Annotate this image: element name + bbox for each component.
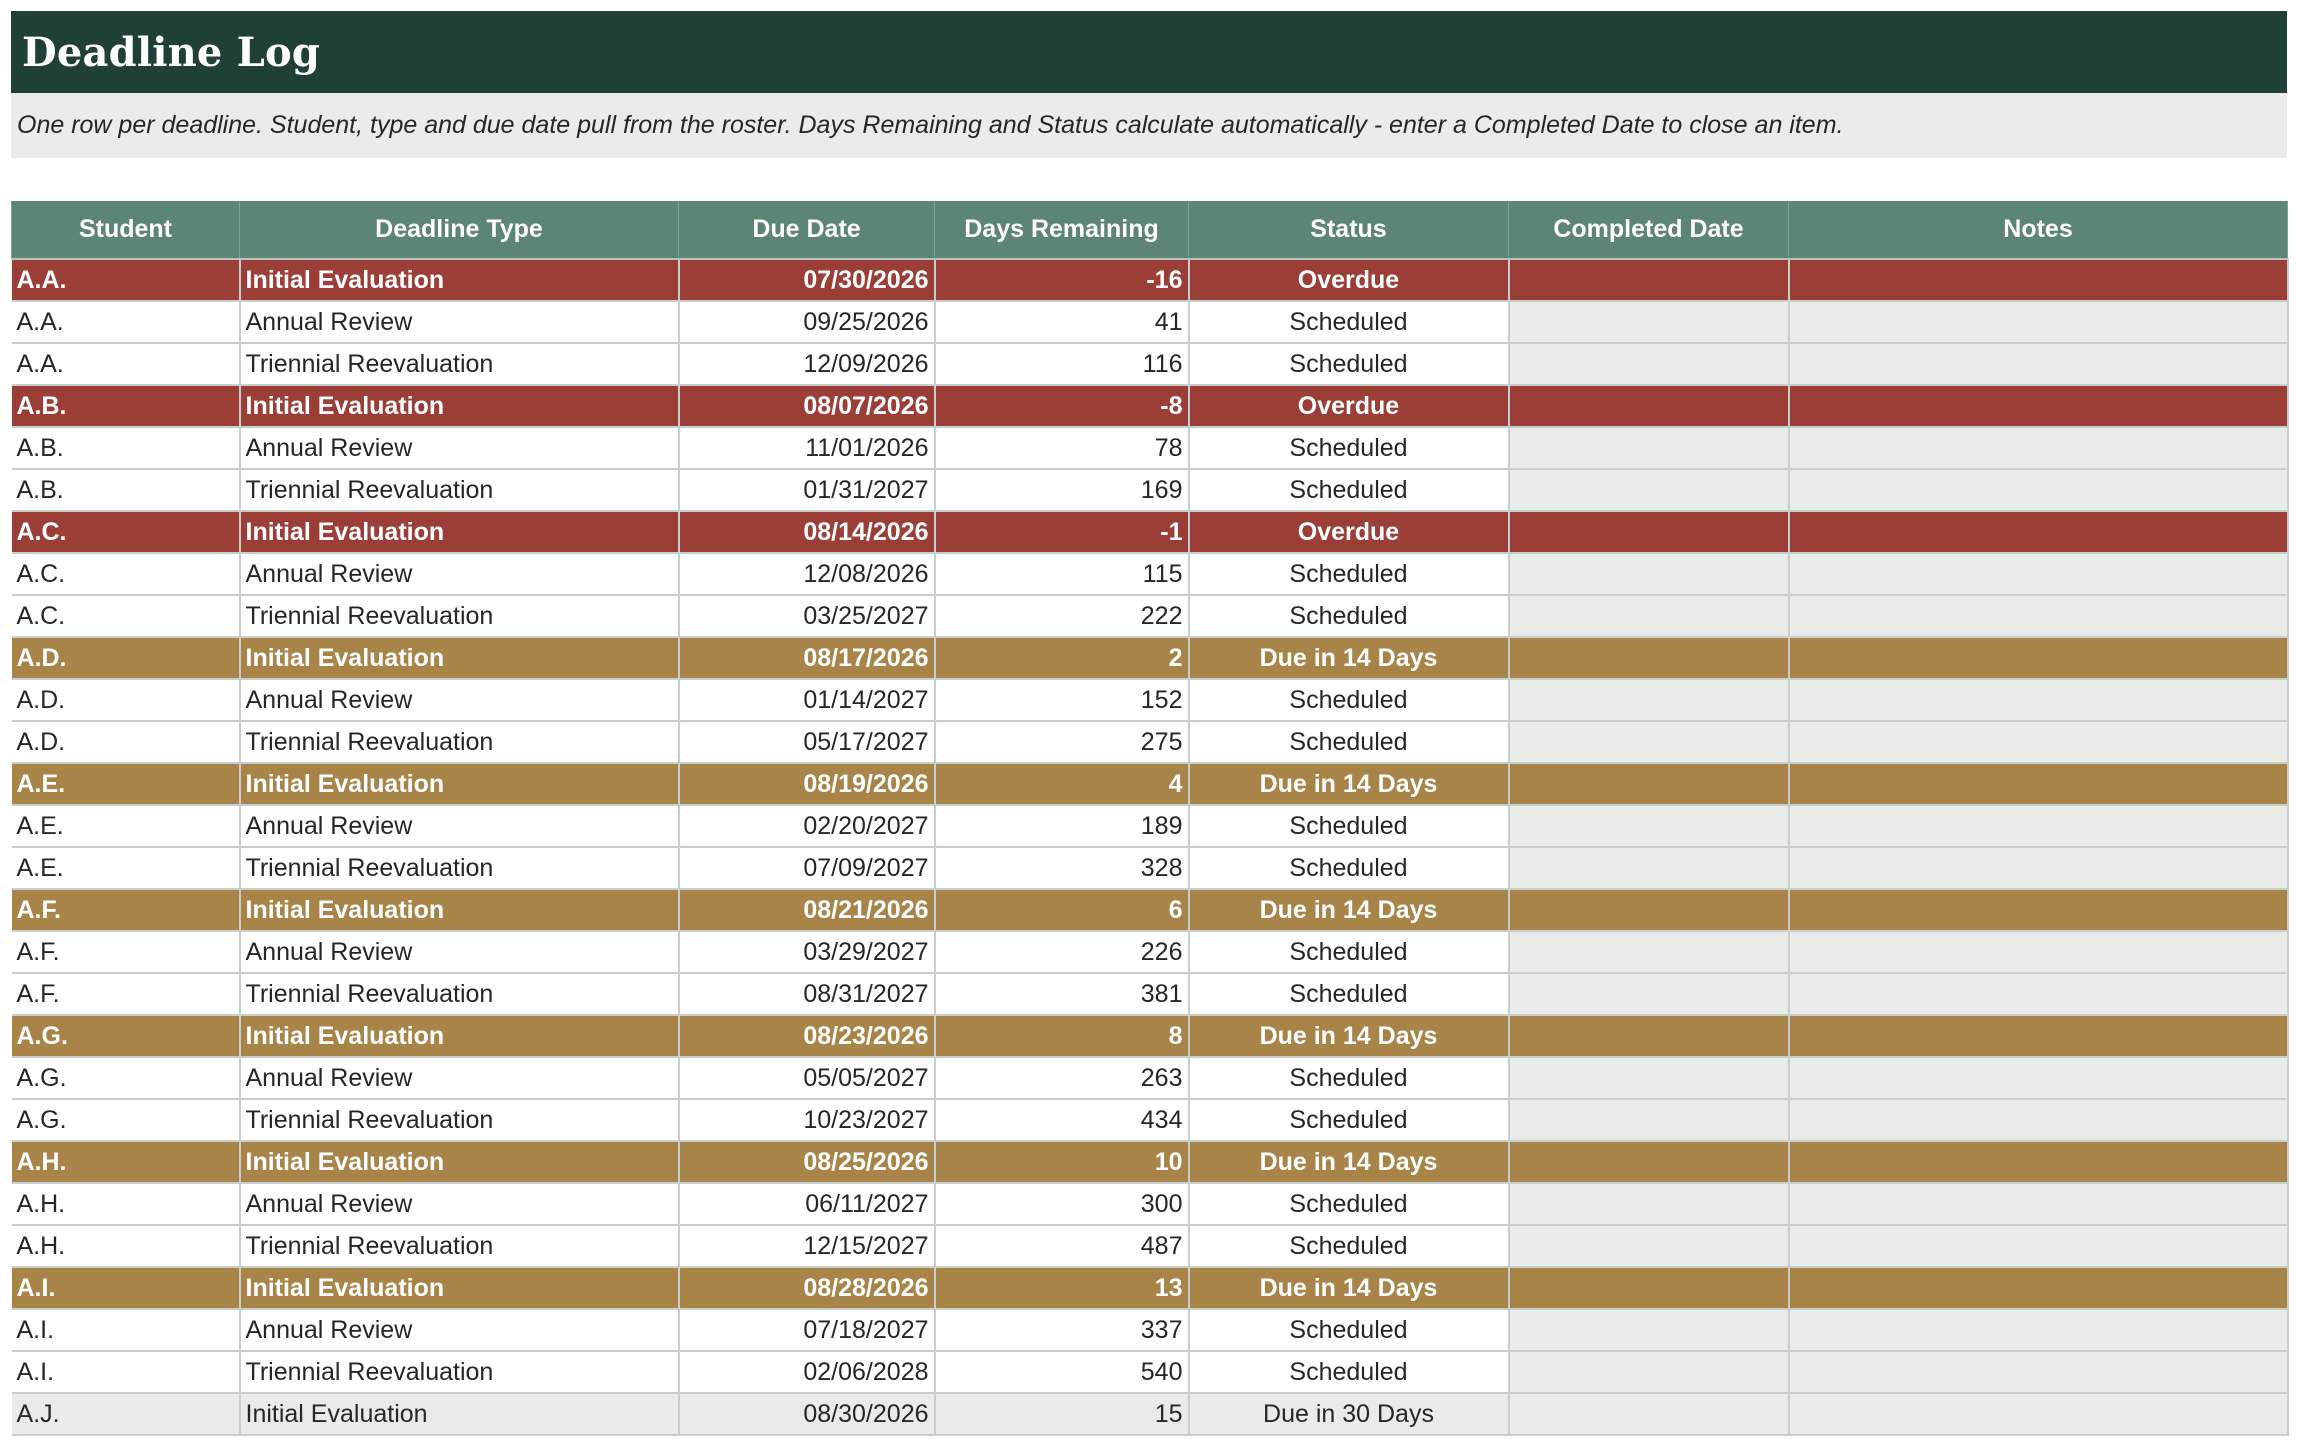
deadline-type-cell[interactable]: Annual Review [240,805,679,847]
student-cell[interactable]: A.F. [12,931,240,973]
deadline-type-cell[interactable]: Initial Evaluation [240,385,679,427]
table-row [12,1267,2288,1309]
student-cell[interactable]: A.F. [12,889,240,931]
header-row [12,201,2288,259]
days-remaining-cell[interactable]: 13 [935,1267,1189,1309]
completed-date-cell[interactable] [1509,553,1789,595]
status-cell[interactable]: Due in 14 Days [1189,889,1509,931]
deadline-type-cell[interactable]: Triennial Reevaluation [240,595,679,637]
completed-date-cell[interactable] [1509,1099,1789,1141]
student-cell[interactable]: A.D. [12,637,240,679]
due-date-cell[interactable]: 12/09/2026 [679,343,935,385]
due-date-cell[interactable]: 05/17/2027 [679,721,935,763]
days-remaining-cell[interactable]: -8 [935,385,1189,427]
student-cell[interactable]: A.E. [12,763,240,805]
deadline-type-cell[interactable]: Triennial Reevaluation [240,847,679,889]
days-remaining-cell[interactable]: 41 [935,301,1189,343]
days-remaining-cell[interactable]: 189 [935,805,1189,847]
due-date-cell[interactable]: 08/28/2026 [679,1267,935,1309]
deadline-type-cell[interactable]: Initial Evaluation [240,1267,679,1309]
completed-date-cell[interactable] [1509,301,1789,343]
student-cell[interactable]: A.B. [12,427,240,469]
column-header-days-remaining[interactable]: Days Remaining [935,201,1189,259]
due-date-cell[interactable]: 08/21/2026 [679,889,935,931]
student-cell[interactable]: A.A. [12,301,240,343]
days-remaining-cell[interactable]: 540 [935,1351,1189,1393]
table-row [12,259,2288,301]
student-cell[interactable]: A.A. [12,343,240,385]
days-remaining-cell[interactable]: 4 [935,763,1189,805]
table-row [12,427,2288,469]
status-cell[interactable]: Scheduled [1189,973,1509,1015]
student-cell[interactable]: A.D. [12,679,240,721]
sheet-title: Deadline Log [22,28,321,76]
notes-cell[interactable] [1789,553,2288,595]
deadline-type-cell[interactable]: Triennial Reevaluation [240,973,679,1015]
due-date-cell[interactable]: 05/05/2027 [679,1057,935,1099]
due-date-cell[interactable]: 08/07/2026 [679,385,935,427]
notes-cell[interactable] [1789,595,2288,637]
student-cell[interactable]: A.C. [12,553,240,595]
notes-cell[interactable] [1789,259,2288,301]
due-date-cell[interactable]: 12/15/2027 [679,1225,935,1267]
deadline-type-cell[interactable]: Triennial Reevaluation [240,1351,679,1393]
due-date-cell[interactable]: 08/31/2027 [679,973,935,1015]
completed-date-cell[interactable] [1509,385,1789,427]
student-cell[interactable]: A.I. [12,1351,240,1393]
table-row [12,1351,2288,1393]
completed-date-cell[interactable] [1509,1057,1789,1099]
deadline-type-cell[interactable]: Annual Review [240,679,679,721]
student-cell[interactable]: A.E. [12,805,240,847]
status-cell[interactable]: Scheduled [1189,343,1509,385]
student-cell[interactable]: A.G. [12,1057,240,1099]
column-header-completed-date[interactable]: Completed Date [1509,201,1789,259]
notes-cell[interactable] [1789,1057,2288,1099]
due-date-cell[interactable]: 07/09/2027 [679,847,935,889]
column-header-status[interactable]: Status [1189,201,1509,259]
deadline-type-cell[interactable]: Annual Review [240,1183,679,1225]
status-cell[interactable]: Scheduled [1189,847,1509,889]
table-row [12,553,2288,595]
completed-date-cell[interactable] [1509,1141,1789,1183]
deadline-type-cell[interactable]: Initial Evaluation [240,763,679,805]
due-date-cell[interactable]: 02/06/2028 [679,1351,935,1393]
status-cell[interactable]: Due in 14 Days [1189,1141,1509,1183]
days-remaining-cell[interactable]: 10 [935,1141,1189,1183]
student-cell[interactable]: A.A. [12,259,240,301]
due-date-cell[interactable]: 02/20/2027 [679,805,935,847]
deadline-table [11,201,2289,1436]
due-date-cell[interactable]: 10/23/2027 [679,1099,935,1141]
due-date-cell[interactable]: 09/25/2026 [679,301,935,343]
notes-cell[interactable] [1789,721,2288,763]
notes-cell[interactable] [1789,679,2288,721]
days-remaining-cell[interactable]: 434 [935,1099,1189,1141]
status-cell[interactable]: Scheduled [1189,931,1509,973]
table-row [12,637,2288,679]
status-cell[interactable]: Overdue [1189,385,1509,427]
table-row [12,1393,2288,1435]
instructions-banner [11,93,2287,158]
due-date-cell[interactable]: 01/31/2027 [679,469,935,511]
days-remaining-cell[interactable]: 275 [935,721,1189,763]
notes-cell[interactable] [1789,763,2288,805]
notes-cell[interactable] [1789,427,2288,469]
deadline-type-cell[interactable]: Triennial Reevaluation [240,721,679,763]
days-remaining-cell[interactable]: 222 [935,595,1189,637]
column-header-deadline-type[interactable]: Deadline Type [240,201,679,259]
status-cell[interactable]: Scheduled [1189,595,1509,637]
deadline-type-cell[interactable]: Triennial Reevaluation [240,1225,679,1267]
completed-date-cell[interactable] [1509,805,1789,847]
table-row [12,1057,2288,1099]
days-remaining-cell[interactable]: -16 [935,259,1189,301]
student-cell[interactable]: A.F. [12,973,240,1015]
due-date-cell[interactable]: 07/30/2026 [679,259,935,301]
deadline-type-cell[interactable]: Initial Evaluation [240,1141,679,1183]
due-date-cell[interactable]: 03/25/2027 [679,595,935,637]
table-row [12,679,2288,721]
days-remaining-cell[interactable]: 78 [935,427,1189,469]
days-remaining-cell[interactable]: -1 [935,511,1189,553]
table-row [12,343,2288,385]
completed-date-cell[interactable] [1509,973,1789,1015]
table-row [12,595,2288,637]
table-row [12,1309,2288,1351]
days-remaining-cell[interactable]: 169 [935,469,1189,511]
student-cell[interactable]: A.B. [12,469,240,511]
days-remaining-cell[interactable]: 116 [935,343,1189,385]
deadline-type-cell[interactable]: Triennial Reevaluation [240,343,679,385]
status-cell[interactable]: Due in 14 Days [1189,1267,1509,1309]
completed-date-cell[interactable] [1509,637,1789,679]
due-date-cell[interactable]: 12/08/2026 [679,553,935,595]
table-row [12,763,2288,805]
table-row [12,301,2288,343]
title-banner [11,11,2287,93]
completed-date-cell[interactable] [1509,1309,1789,1351]
status-cell[interactable]: Scheduled [1189,805,1509,847]
table-row [12,805,2288,847]
status-cell[interactable]: Due in 14 Days [1189,763,1509,805]
days-remaining-cell[interactable]: 226 [935,931,1189,973]
table-row [12,889,2288,931]
notes-cell[interactable] [1789,1141,2288,1183]
deadline-type-cell[interactable]: Triennial Reevaluation [240,469,679,511]
status-cell[interactable]: Scheduled [1189,469,1509,511]
status-cell[interactable]: Scheduled [1189,427,1509,469]
due-date-cell[interactable]: 07/18/2027 [679,1309,935,1351]
table-row [12,1225,2288,1267]
status-cell[interactable]: Scheduled [1189,1309,1509,1351]
table-row [12,847,2288,889]
notes-cell[interactable] [1789,637,2288,679]
notes-cell[interactable] [1789,973,2288,1015]
notes-cell[interactable] [1789,1015,2288,1057]
days-remaining-cell[interactable]: 263 [935,1057,1189,1099]
due-date-cell[interactable]: 06/11/2027 [679,1183,935,1225]
status-cell[interactable]: Scheduled [1189,721,1509,763]
completed-date-cell[interactable] [1509,1393,1789,1435]
table-row [12,385,2288,427]
notes-cell[interactable] [1789,1309,2288,1351]
student-cell[interactable]: A.B. [12,385,240,427]
completed-date-cell[interactable] [1509,469,1789,511]
deadline-type-cell[interactable]: Initial Evaluation [240,511,679,553]
completed-date-cell[interactable] [1509,847,1789,889]
student-cell[interactable]: A.I. [12,1267,240,1309]
column-header-student[interactable]: Student [12,201,240,259]
days-remaining-cell[interactable]: 152 [935,679,1189,721]
student-cell[interactable]: A.E. [12,847,240,889]
table-row [12,721,2288,763]
due-date-cell[interactable]: 03/29/2027 [679,931,935,973]
due-date-cell[interactable]: 08/23/2026 [679,1015,935,1057]
notes-cell[interactable] [1789,1267,2288,1309]
completed-date-cell[interactable] [1509,1225,1789,1267]
due-date-cell[interactable]: 11/01/2026 [679,427,935,469]
table-row [12,1015,2288,1057]
notes-cell[interactable] [1789,301,2288,343]
notes-cell[interactable] [1789,1351,2288,1393]
table-row [12,469,2288,511]
days-remaining-cell[interactable]: 337 [935,1309,1189,1351]
notes-cell[interactable] [1789,385,2288,427]
notes-cell[interactable] [1789,469,2288,511]
status-cell[interactable]: Due in 30 Days [1189,1393,1509,1435]
deadline-type-cell[interactable]: Annual Review [240,1057,679,1099]
days-remaining-cell[interactable]: 15 [935,1393,1189,1435]
due-date-cell[interactable]: 08/17/2026 [679,637,935,679]
notes-cell[interactable] [1789,343,2288,385]
completed-date-cell[interactable] [1509,343,1789,385]
table-row [12,973,2288,1015]
status-cell[interactable]: Scheduled [1189,1225,1509,1267]
deadline-type-cell[interactable]: Annual Review [240,427,679,469]
status-cell[interactable]: Scheduled [1189,1057,1509,1099]
days-remaining-cell[interactable]: 2 [935,637,1189,679]
completed-date-cell[interactable] [1509,259,1789,301]
completed-date-cell[interactable] [1509,721,1789,763]
table-row [12,511,2288,553]
due-date-cell[interactable]: 08/25/2026 [679,1141,935,1183]
due-date-cell[interactable]: 08/14/2026 [679,511,935,553]
completed-date-cell[interactable] [1509,427,1789,469]
status-cell[interactable]: Scheduled [1189,553,1509,595]
status-cell[interactable]: Overdue [1189,259,1509,301]
completed-date-cell[interactable] [1509,595,1789,637]
student-cell[interactable]: A.D. [12,721,240,763]
completed-date-cell[interactable] [1509,679,1789,721]
completed-date-cell[interactable] [1509,931,1789,973]
completed-date-cell[interactable] [1509,1183,1789,1225]
status-cell[interactable]: Scheduled [1189,1351,1509,1393]
deadline-type-cell[interactable]: Triennial Reevaluation [240,1099,679,1141]
status-cell[interactable]: Overdue [1189,511,1509,553]
deadline-type-cell[interactable]: Annual Review [240,301,679,343]
deadline-type-cell[interactable]: Annual Review [240,553,679,595]
deadline-rows [12,259,2288,1435]
student-cell[interactable]: A.H. [12,1225,240,1267]
due-date-cell[interactable]: 01/14/2027 [679,679,935,721]
student-cell[interactable]: A.I. [12,1309,240,1351]
table-row [12,1141,2288,1183]
completed-date-cell[interactable] [1509,1015,1789,1057]
days-remaining-cell[interactable]: 381 [935,973,1189,1015]
student-cell[interactable]: A.C. [12,511,240,553]
notes-cell[interactable] [1789,1183,2288,1225]
notes-cell[interactable] [1789,1099,2288,1141]
notes-cell[interactable] [1789,1225,2288,1267]
status-cell[interactable]: Scheduled [1189,301,1509,343]
status-cell[interactable]: Scheduled [1189,1099,1509,1141]
student-cell[interactable]: A.J. [12,1393,240,1435]
deadline-type-cell[interactable]: Initial Evaluation [240,889,679,931]
deadline-type-cell[interactable]: Annual Review [240,931,679,973]
completed-date-cell[interactable] [1509,763,1789,805]
column-header-notes[interactable]: Notes [1789,201,2288,259]
deadline-type-cell[interactable]: Initial Evaluation [240,259,679,301]
notes-cell[interactable] [1789,511,2288,553]
days-remaining-cell[interactable]: 300 [935,1183,1189,1225]
notes-cell[interactable] [1789,847,2288,889]
completed-date-cell[interactable] [1509,1267,1789,1309]
days-remaining-cell[interactable]: 115 [935,553,1189,595]
table-row [12,1099,2288,1141]
days-remaining-cell[interactable]: 8 [935,1015,1189,1057]
student-cell[interactable]: A.C. [12,595,240,637]
student-cell[interactable]: A.H. [12,1141,240,1183]
deadline-type-cell[interactable]: Initial Evaluation [240,637,679,679]
deadline-type-cell[interactable]: Initial Evaluation [240,1015,679,1057]
student-cell[interactable]: A.H. [12,1183,240,1225]
deadline-type-cell[interactable]: Annual Review [240,1309,679,1351]
completed-date-cell[interactable] [1509,889,1789,931]
status-cell[interactable]: Due in 14 Days [1189,637,1509,679]
notes-cell[interactable] [1789,1393,2288,1435]
days-remaining-cell[interactable]: 328 [935,847,1189,889]
table-row [12,931,2288,973]
completed-date-cell[interactable] [1509,1351,1789,1393]
days-remaining-cell[interactable]: 487 [935,1225,1189,1267]
notes-cell[interactable] [1789,805,2288,847]
table-row [12,1183,2288,1225]
days-remaining-cell[interactable]: 6 [935,889,1189,931]
status-cell[interactable]: Scheduled [1189,679,1509,721]
status-cell[interactable]: Scheduled [1189,1183,1509,1225]
deadline-type-cell[interactable]: Initial Evaluation [240,1393,679,1435]
status-cell[interactable]: Due in 14 Days [1189,1015,1509,1057]
column-header-due-date[interactable]: Due Date [679,201,935,259]
completed-date-cell[interactable] [1509,511,1789,553]
student-cell[interactable]: A.G. [12,1015,240,1057]
due-date-cell[interactable]: 08/19/2026 [679,763,935,805]
notes-cell[interactable] [1789,889,2288,931]
student-cell[interactable]: A.G. [12,1099,240,1141]
notes-cell[interactable] [1789,931,2288,973]
due-date-cell[interactable]: 08/30/2026 [679,1393,935,1435]
sheet-instructions: One row per deadline. Student, type and due date pull from the roster. Days Remaining and Status calculate automatically - enter a Completed Date to close an item. [17,111,1844,139]
